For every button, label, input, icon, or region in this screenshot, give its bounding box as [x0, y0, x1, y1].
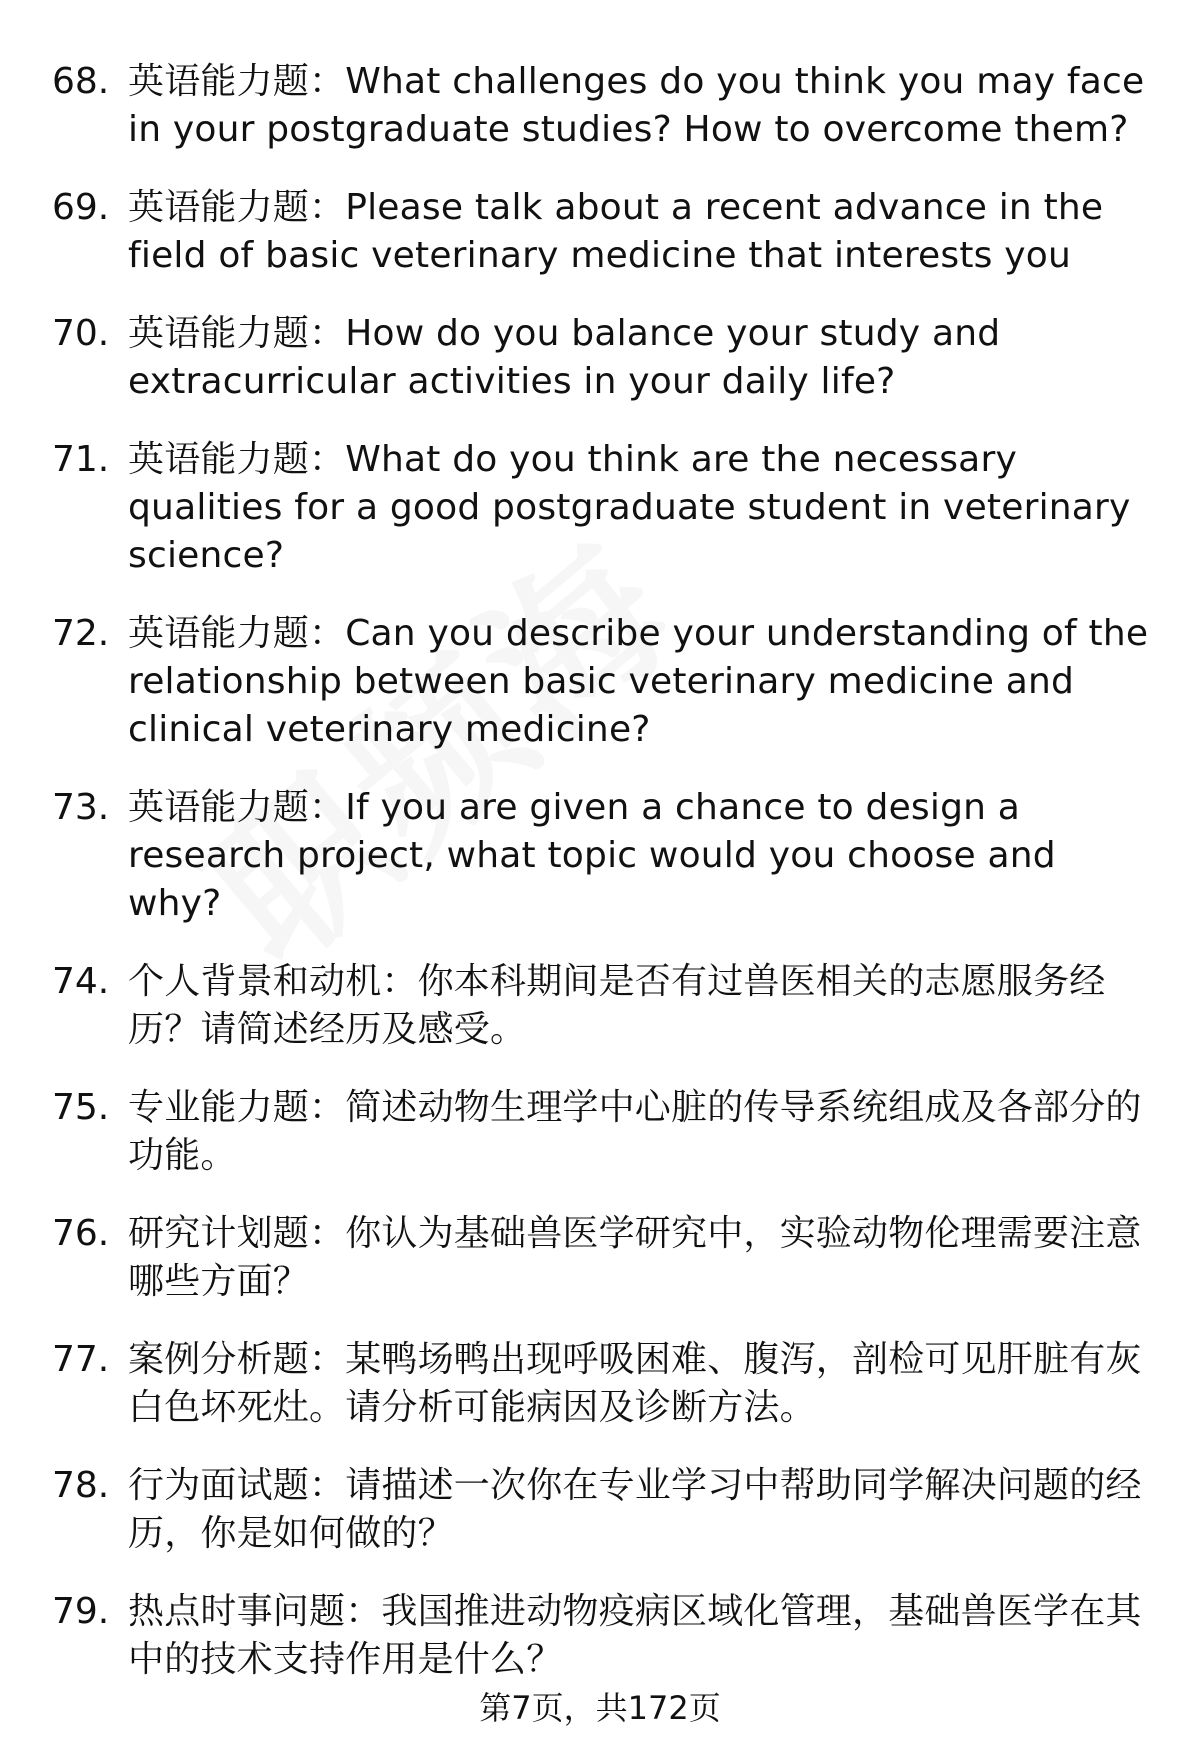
- question-text: 英语能力题：What do you think are the necessary qualities for a good postgraduate student in veterinary science?: [128, 439, 1131, 576]
- question-number: 75.: [52, 1087, 110, 1128]
- question-number: 77.: [52, 1339, 110, 1380]
- question-item-78: [52, 1462, 1152, 1558]
- question-item-79: [52, 1588, 1152, 1684]
- question-text: 研究计划题：你认为基础兽医学研究中，实验动物伦理需要注意哪些方面？: [128, 1213, 1142, 1302]
- question-item-76: [52, 1210, 1152, 1306]
- question-text: 行为面试题：请描述一次你在专业学习中帮助同学解决问题的经历，你是如何做的？: [128, 1465, 1142, 1554]
- question-item-71: [52, 436, 1152, 580]
- question-text: 专业能力题：简述动物生理学中心脏的传导系统组成及各部分的功能。: [128, 1087, 1142, 1176]
- question-item-77: [52, 1336, 1152, 1432]
- question-number: 71.: [52, 439, 110, 480]
- question-item-73: [52, 784, 1152, 928]
- question-item-68: [52, 58, 1152, 154]
- question-list: [52, 58, 1152, 1714]
- question-text: 英语能力题：How do you balance your study and extracurricular activities in your daily life?: [128, 313, 1001, 402]
- question-number: 73.: [52, 787, 110, 828]
- question-text: 热点时事问题：我国推进动物疫病区域化管理，基础兽医学在其中的技术支持作用是什么？: [128, 1591, 1142, 1680]
- question-item-70: [52, 310, 1152, 406]
- question-number: 68.: [52, 61, 110, 102]
- question-item-75: [52, 1084, 1152, 1180]
- question-item-74: [52, 958, 1152, 1054]
- question-text: 个人背景和动机：你本科期间是否有过兽医相关的志愿服务经历？请简述经历及感受。: [128, 961, 1106, 1050]
- question-text: 英语能力题：What challenges do you think you may face in your postgraduate studies? How to overcome them?: [128, 61, 1145, 150]
- question-item-72: [52, 610, 1152, 754]
- question-text: 英语能力题：If you are given a chance to design a research project, what topic would you choose and why?: [128, 787, 1056, 924]
- question-number: 79.: [52, 1591, 110, 1632]
- question-number: 78.: [52, 1465, 110, 1506]
- question-text: 案例分析题：某鸭场鸭出现呼吸困难、腹泻，剖检可见肝脏有灰白色坏死灶。请分析可能病因及诊断方法。: [128, 1339, 1142, 1428]
- question-item-69: [52, 184, 1152, 280]
- page-footer: 第7页，共172页: [479, 1689, 721, 1727]
- question-text: 英语能力题：Can you describe your understanding of the relationship between basic veterinary medicine and clinical veterinary medicine?: [128, 613, 1149, 750]
- question-number: 72.: [52, 613, 110, 654]
- question-number: 70.: [52, 313, 110, 354]
- question-number: 69.: [52, 187, 110, 228]
- question-number: 74.: [52, 961, 110, 1002]
- question-number: 76.: [52, 1213, 110, 1254]
- question-text: 英语能力题：Please talk about a recent advance in the field of basic veterinary medicine that interests you: [128, 187, 1104, 276]
